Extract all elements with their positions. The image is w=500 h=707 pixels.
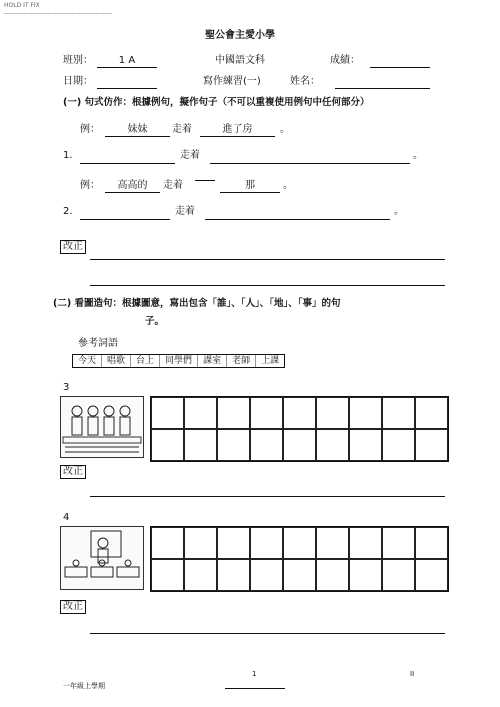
example2-blank (195, 180, 215, 181)
date-field[interactable] (97, 87, 157, 89)
q3-grid-cell[interactable] (415, 429, 448, 461)
q4-grid-cell[interactable] (283, 527, 316, 559)
wordbank-word: 台上 (131, 355, 160, 367)
footer-right: II (410, 670, 415, 678)
q4-grid-cell[interactable] (415, 527, 448, 559)
q1-blank-a[interactable] (80, 162, 175, 164)
q3-grid-cell[interactable] (349, 429, 382, 461)
wordbank-word: 同學們 (160, 355, 198, 367)
q3-grid-cell[interactable] (184, 397, 217, 429)
wordbank-word: 老師 (227, 355, 256, 367)
q4-grid-cell[interactable] (316, 527, 349, 559)
q4-grid-cell[interactable] (283, 559, 316, 591)
correction-label-1: 改正 (60, 240, 86, 254)
q3-number: 3 (63, 382, 70, 393)
q4-grid-cell[interactable] (151, 559, 184, 591)
q3-grid-cell[interactable] (283, 397, 316, 429)
example2-verb: 走着 (163, 180, 183, 191)
q1-number: 1. (63, 150, 73, 161)
wordbank-label: 參考詞語 (78, 338, 118, 349)
q3-writing-grid[interactable] (150, 396, 449, 462)
name-field[interactable] (335, 87, 430, 89)
q3-grid-cell[interactable] (382, 429, 415, 461)
scan-header-line2: —————————————————— (4, 10, 112, 17)
q3-grid-cell[interactable] (250, 397, 283, 429)
example2-mark: 例： (80, 180, 100, 191)
q3-grid-cell[interactable] (217, 429, 250, 461)
q4-grid-cell[interactable] (316, 559, 349, 591)
q4-teacher-classroom-illustration (61, 527, 143, 589)
section1-heading: (一) 句式仿作：根據例句，擬作句子（不可以重複使用例句中任何部分） (63, 97, 370, 108)
q4-picture (60, 526, 144, 590)
q4-grid-cell[interactable] (217, 559, 250, 591)
footer-mid: 1 (252, 670, 257, 678)
example1-end: 。 (280, 124, 290, 135)
q1-verb: 走着 (180, 150, 200, 161)
example1-part-c: 進了房 (200, 124, 275, 137)
example2-part-a: 高高的 (105, 180, 160, 193)
q4-grid-cell[interactable] (349, 527, 382, 559)
wordbank-word: 上課 (261, 356, 280, 366)
q4-grid-cell[interactable] (184, 527, 217, 559)
class-value: 1 A (97, 55, 157, 68)
q3-grid-cell[interactable] (151, 397, 184, 429)
name-label: 姓名： (290, 76, 320, 87)
section2-heading-line1: (二) 看圖造句：根據圖意，寫出包含「誰」、「人」、「地」、「事」的句 (53, 298, 341, 309)
correction-label-3: 改正 (60, 600, 86, 614)
q3-grid-cell[interactable] (316, 397, 349, 429)
date-label: 日期： (63, 76, 93, 87)
correction-line-3[interactable] (90, 632, 445, 634)
q4-grid-cell[interactable] (349, 559, 382, 591)
q4-grid-cell[interactable] (382, 527, 415, 559)
q4-number: 4 (63, 512, 70, 523)
q3-grid-cell[interactable] (184, 429, 217, 461)
wordbank-word: 唱歌 (102, 355, 131, 367)
example1-verb: 走着 (172, 124, 192, 135)
class-label: 班別： (63, 55, 93, 66)
q3-picture (60, 396, 144, 458)
score-label: 成績： (330, 55, 360, 66)
footer-left: 一年級上學期 (63, 682, 105, 690)
wordbank-word: 今天 (73, 355, 102, 367)
q2-verb: 走着 (175, 206, 195, 217)
q2-end: 。 (394, 206, 404, 217)
q3-grid-cell[interactable] (382, 397, 415, 429)
wordbank (72, 354, 285, 368)
q4-grid-cell[interactable] (184, 559, 217, 591)
subject: 中國語文科 (215, 55, 265, 66)
q4-grid-cell[interactable] (250, 527, 283, 559)
score-field[interactable] (370, 66, 430, 68)
q4-grid-cell[interactable] (151, 527, 184, 559)
q2-blank-b[interactable] (205, 218, 390, 220)
q2-number: 2. (63, 206, 73, 217)
correction-line-1a[interactable] (90, 258, 445, 260)
q3-grid-cell[interactable] (250, 429, 283, 461)
q3-grid-cell[interactable] (316, 429, 349, 461)
example1-part-a: 妹妹 (105, 124, 170, 137)
q1-end: 。 (413, 150, 423, 161)
q1-blank-b[interactable] (210, 162, 410, 164)
footer-rule (225, 687, 285, 689)
wordbank-word: 課室 (198, 355, 227, 367)
q3-grid-cell[interactable] (151, 429, 184, 461)
q2-blank-a[interactable] (80, 218, 170, 220)
q4-grid-cell[interactable] (382, 559, 415, 591)
school-name: 聖公會主愛小學 (205, 30, 275, 41)
example2-end: 。 (283, 180, 293, 191)
q4-grid-cell[interactable] (250, 559, 283, 591)
q4-grid-cell[interactable] (217, 527, 250, 559)
example1-mark: 例： (80, 124, 100, 135)
section2-heading-line2: 子。 (145, 316, 165, 327)
q3-grid-cell[interactable] (415, 397, 448, 429)
q3-grid-cell[interactable] (349, 397, 382, 429)
q4-writing-grid[interactable] (150, 526, 449, 592)
q4-grid-cell[interactable] (415, 559, 448, 591)
q3-grid-cell[interactable] (283, 429, 316, 461)
correction-label-2: 改正 (60, 465, 86, 479)
correction-line-2[interactable] (90, 495, 445, 497)
correction-line-1b[interactable] (90, 284, 445, 286)
example2-part-c: 那 (220, 180, 280, 193)
q3-children-singing-illustration (61, 397, 143, 457)
scan-header-line1: HOLD IT FIX (4, 2, 40, 9)
worksheet-title: 寫作練習(一) (203, 76, 261, 87)
q3-grid-cell[interactable] (217, 397, 250, 429)
